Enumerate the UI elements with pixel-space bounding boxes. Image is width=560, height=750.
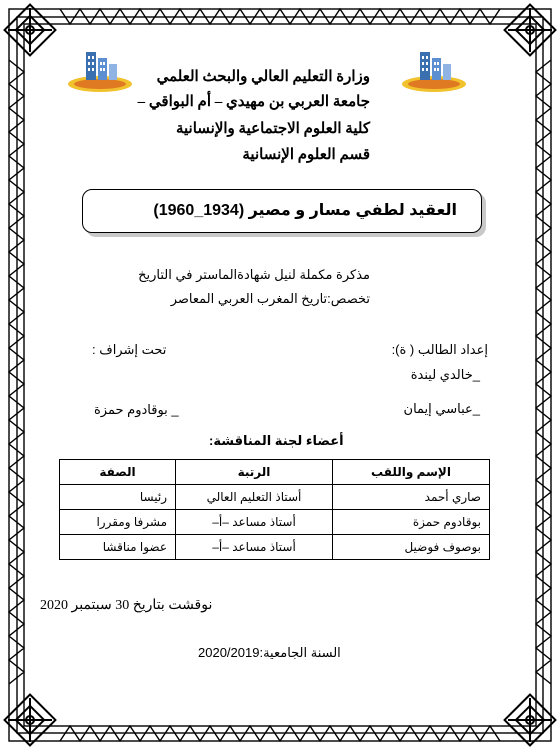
- column-header-role: الصفة: [60, 460, 176, 485]
- member-role: عضوا مناقشا: [60, 535, 176, 560]
- faculty-name: كلية العلوم الاجتماعية والإنسانية: [175, 121, 370, 137]
- ministry-name: وزارة التعليم العالي والبحث العلمي: [156, 69, 370, 85]
- university-name: جامعة العربي بن مهيدي – أم البواقي –: [137, 94, 370, 110]
- supervisor-name: _ بوقادوم حمزة: [94, 402, 179, 417]
- member-name: بوقادوم حمزة: [333, 510, 490, 535]
- member-rank: أستاذ مساعد –أ–: [176, 510, 333, 535]
- student-name-2: _عباسي إيمان: [403, 401, 480, 416]
- academic-year: السنة الجامعية:2020/2019: [198, 645, 341, 660]
- committee-heading: أعضاء لجنة المناقشة:: [209, 433, 344, 448]
- member-name: بوصوف فوضيل: [333, 535, 490, 560]
- column-header-rank: الرتبة: [176, 460, 333, 485]
- university-logo-left-icon: [64, 44, 136, 96]
- member-role: رئيسا: [60, 485, 176, 510]
- memo-description: مذكرة مكملة لنيل شهادةالماستر في التاريخ: [138, 267, 370, 282]
- students-label: إعداد الطالب ( ة):: [391, 342, 488, 357]
- specialization: تخصص:تاريخ المغرب العربي المعاصر: [170, 291, 370, 306]
- member-name: صاري أحمد: [333, 485, 490, 510]
- defense-date: نوقشت بتاريخ 30 سبتمبر 2020: [40, 598, 213, 613]
- table-row: [60, 535, 490, 560]
- student-name-1: _خالدي ليندة: [410, 367, 480, 382]
- committee-table: [59, 459, 490, 560]
- supervisor-label: تحت إشراف :: [92, 342, 167, 357]
- department-name: قسم العلوم الإنسانية: [242, 147, 370, 163]
- member-role: مشرفا ومقررا: [60, 510, 176, 535]
- table-row: [60, 510, 490, 535]
- member-rank: أستاذ التعليم العالي: [176, 485, 333, 510]
- member-rank: أستاذ مساعد –أ–: [176, 535, 333, 560]
- table-header-row: [60, 460, 490, 485]
- table-row: [60, 485, 490, 510]
- thesis-title-box: [82, 189, 482, 233]
- university-logo-right-icon: [398, 44, 470, 96]
- column-header-name: الإسم واللقب: [333, 460, 490, 485]
- thesis-title: العقيد لطفي مسار و مصير (1934_1960): [153, 202, 457, 219]
